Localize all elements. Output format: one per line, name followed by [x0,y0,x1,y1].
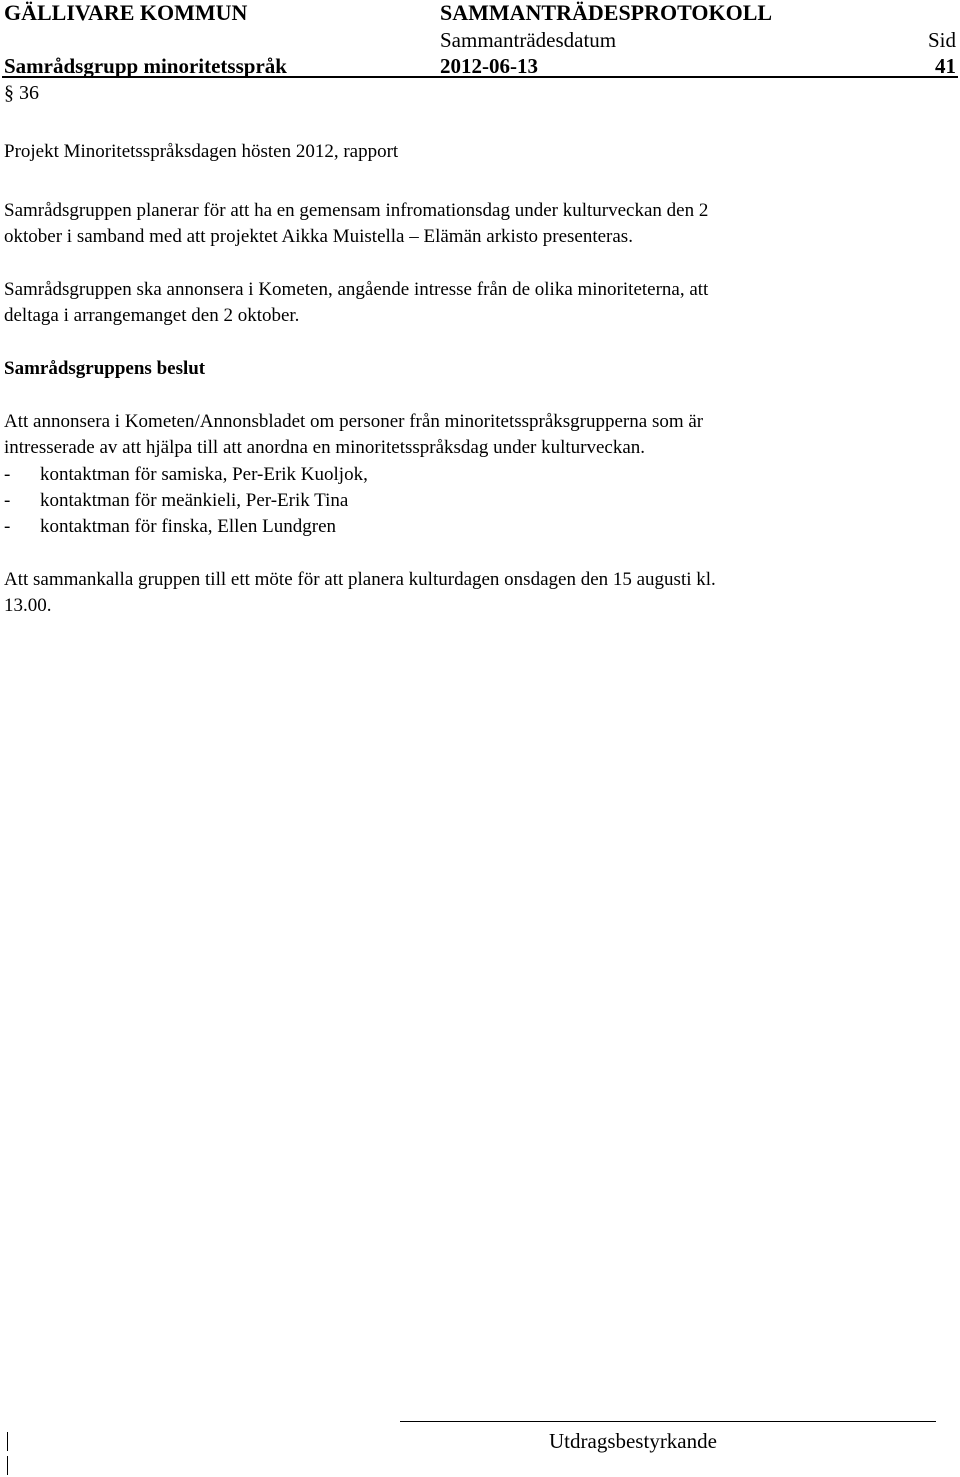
signature-box-edge [7,1456,8,1475]
paragraph-line: Att annonsera i Kometen/Annonsbladet om personer från minoritetsspråksgrupperna som är [4,411,704,432]
committee-name: Samrådsgrupp minoritetsspråk [4,54,287,78]
paragraph-line: Att sammankalla gruppen till ett möte för att planera kulturdagen onsdagen den 15 augusti kl. [4,569,716,590]
section-title: Projekt Minoritetsspråksdagen hösten 2012, rapport [4,141,399,162]
document-type: SAMMANTRÄDESPROTOKOLL [440,0,773,25]
footer-divider [400,1421,936,1422]
meeting-date: 2012-06-13 [440,54,538,78]
contact-item [4,488,348,514]
closing-text [4,567,944,619]
paragraph-line: Samrådsgruppen ska annonsera i Kometen, angående intresse från de olika minoriteterna, att [4,279,709,300]
decision-text [4,409,944,461]
decision-heading: Samrådsgruppens beslut [4,358,206,379]
paragraph-number: § 36 [4,82,39,104]
paragraph-1 [4,198,944,250]
paragraph-line: deltaga i arrangemanget den 2 oktober. [4,305,300,326]
contact-text: kontaktman för meänkieli, Per-Erik Tina [40,490,349,511]
paragraph-line: oktober i samband med att projektet Aikka Muistella – Elämän arkisto presenteras. [4,226,633,247]
page-number: 41 [935,54,956,78]
bullet-dash: - [4,490,11,511]
paragraph-line: 13.00. [4,595,52,616]
contact-item [4,462,368,488]
bullet-dash: - [4,516,11,537]
paragraph-2 [4,277,944,329]
date-label: Sammanträdesdatum [440,28,617,52]
signature-box-edge [7,1432,8,1451]
bullet-dash: - [4,464,11,485]
contact-item [4,514,336,540]
paragraph-line: Samrådsgruppen planerar för att ha en gemensam infromationsdag under kulturveckan den 2 [4,200,709,221]
paragraph-line: intresserade av att hjälpa till att anordna en minoritetsspråksdag under kulturveckan. [4,437,646,458]
header-divider [2,76,958,78]
certification-label: Utdragsbestyrkande [549,1429,717,1453]
organization-name: GÄLLIVARE KOMMUN [4,0,248,25]
page-label: Sid [927,28,956,52]
contact-text: kontaktman för finska, Ellen Lundgren [40,516,337,537]
contact-text: kontaktman för samiska, Per-Erik Kuoljok, [40,464,368,485]
